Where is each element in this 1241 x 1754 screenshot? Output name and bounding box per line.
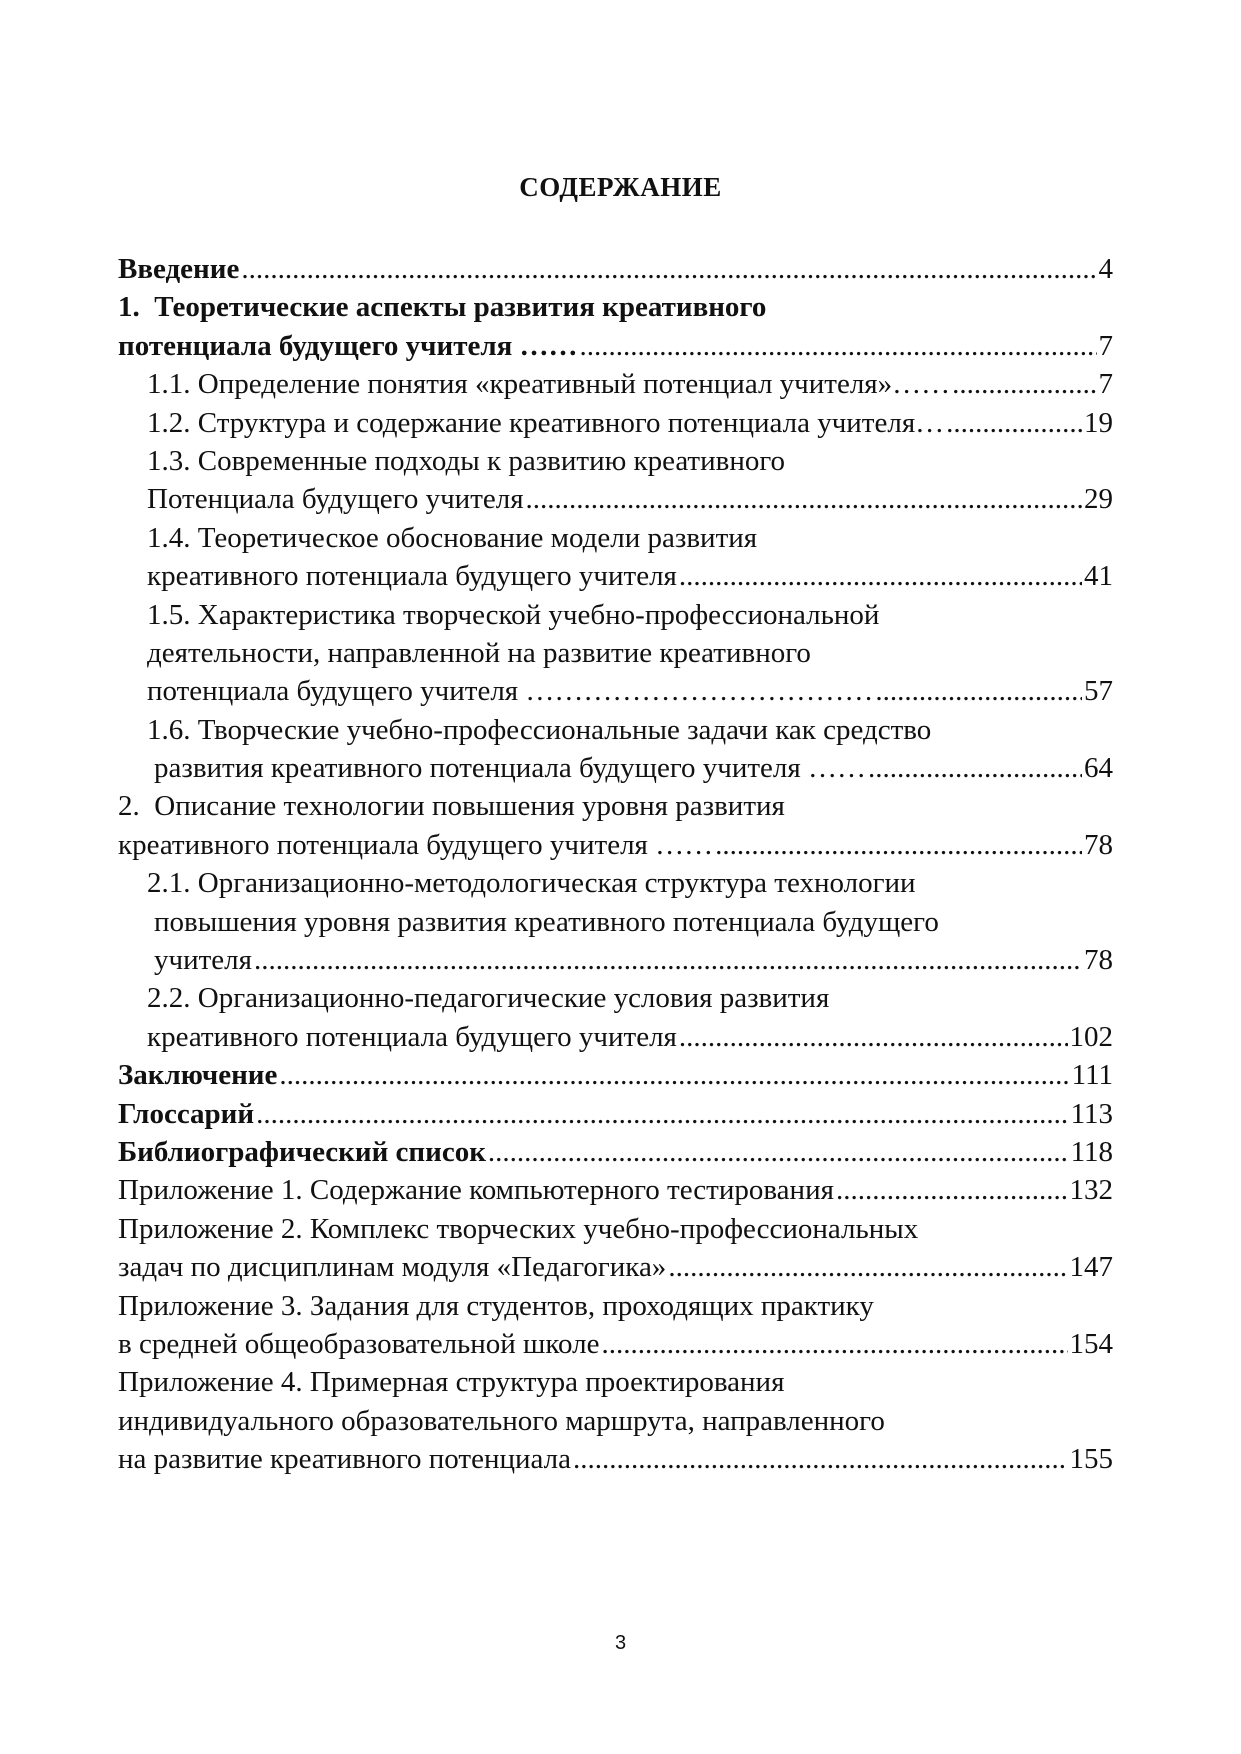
toc-entry-chapter-1-cont [118,327,1113,365]
toc-entry-2-1 [118,864,1113,902]
toc-entry-text: Библиографический список [118,1135,486,1168]
leader-dots [679,1018,1068,1056]
toc-entry-page: 78 [1084,944,1113,977]
toc-entry-2-2 [118,979,1113,1017]
toc-entry-text: 1.5. Характеристика творческой учебно-профессиональной [147,598,880,631]
toc-entry-page: 102 [1069,1020,1113,1053]
toc-entry-text: потенциала будущего учителя ……………………………… [147,675,874,708]
toc-entry-appendix-2 [118,1210,1113,1248]
leader-dots [256,1095,1068,1133]
toc-entry-introduction [118,250,1113,288]
toc-entry-1-3-cont [118,480,1113,518]
toc-entry-text: деятельности, направленной на развитие креативного [147,636,811,669]
toc-entry-text: повышения уровня развития креативного потенциала будущего [154,905,939,938]
toc-entry-text: креативного потенциала будущего учителя [147,1020,677,1053]
table-of-contents [118,250,1113,1479]
leader-dots [573,1440,1068,1478]
toc-entry-text: 1.3. Современные подходы к развитию креативного [147,444,786,477]
leader-dots [601,1325,1067,1363]
toc-entry-text: Приложение 2. Комплекс творческих учебно-профессиональных [118,1212,919,1245]
toc-entry-2-2-cont [118,1018,1113,1056]
leader-dots [526,480,1082,518]
toc-entry-text: 2.2. Организационно-педагогические условия развития [147,982,830,1015]
toc-entry-page: 29 [1084,483,1113,516]
toc-title: СОДЕРЖАНИЕ [519,172,722,202]
toc-entry-glossary [118,1095,1113,1133]
leader-dots [279,1056,1069,1094]
toc-entry-page: 113 [1070,1097,1113,1130]
toc-entry-text: Приложение 4. Примерная структура проектирования [118,1366,785,1399]
toc-entry-chapter-2 [118,787,1113,825]
toc-entry-page: 19 [1084,406,1113,439]
toc-entry-1-2 [118,404,1113,442]
toc-entry-1-3 [118,442,1113,480]
toc-entry-page: 78 [1084,828,1113,861]
toc-entry-1-5-cont2 [118,672,1113,710]
toc-entry-appendix-3 [118,1287,1113,1325]
toc-entry-text: учителя [154,944,252,977]
leader-dots [836,1171,1068,1209]
toc-entry-text: 2.1. Организационно-методологическая структура технологии [147,867,916,900]
toc-entry-2-1-cont [118,903,1113,941]
leader-dots [488,1133,1069,1171]
toc-entry-page: 57 [1084,675,1113,708]
toc-entry-text: 1.1. Определение понятия «креативный потенциал учителя»…… [147,368,951,401]
toc-entry-appendix-2-cont [118,1248,1113,1286]
leader-dots [580,327,1097,365]
toc-entry-appendix-4 [118,1363,1113,1401]
toc-entry-page: 132 [1069,1174,1113,1207]
toc-entry-text: потенциала будущего учителя …… [118,329,578,362]
toc-entry-text: креативного потенциала будущего учителя …… [118,828,714,861]
toc-entry-appendix-1 [118,1171,1113,1209]
toc-entry-text: Приложение 1. Содержание компьютерного тестирования [118,1174,834,1207]
toc-entry-text: индивидуального образовательного маршрута, направленного [118,1404,885,1437]
leader-dots [946,404,1082,442]
toc-entry-page: 4 [1098,253,1113,285]
toc-entry-text: развития креативного потенциала будущего учителя …… [154,752,866,785]
toc-entry-page: 7 [1098,329,1113,362]
toc-entry-conclusion [118,1056,1113,1094]
toc-entry-text: 1.6. Творческие учебно-профессиональные задачи как средство [147,713,932,746]
toc-entry-text: Введение [118,253,240,285]
leader-dots [254,941,1082,979]
toc-entry-page: 147 [1069,1251,1113,1284]
toc-entry-2-1-cont2 [118,941,1113,979]
toc-entry-text: Потенциала будущего учителя [147,483,524,516]
toc-entry-chapter-2-cont [118,826,1113,864]
toc-entry-text: 1. Теоретические аспекты развития креативного [118,291,767,324]
toc-entry-appendix-3-cont [118,1325,1113,1363]
toc-entry-1-6 [118,711,1113,749]
leader-dots [868,749,1082,787]
toc-entry-1-1 [118,365,1113,403]
toc-entry-text: Приложение 3. Задания для студентов, проходящих практику [118,1289,874,1322]
toc-entry-page: 155 [1069,1443,1113,1476]
toc-entry-page: 64 [1084,752,1113,785]
toc-entry-1-6-cont [118,749,1113,787]
toc-entry-1-4 [118,519,1113,557]
toc-entry-appendix-4-cont2 [118,1440,1113,1478]
toc-entry-page: 41 [1084,560,1113,593]
toc-entry-text: 1.2. Структура и содержание креативного потенциала учителя… [147,406,945,439]
toc-entry-page: 118 [1070,1135,1113,1168]
toc-entry-text: 2. Описание технологии повышения уровня развития [118,790,785,823]
page-number: 3 [614,1632,627,1654]
leader-dots [668,1248,1067,1286]
toc-entry-text: креативного потенциала будущего учителя [147,560,677,593]
toc-entry-text: задач по дисциплинам модуля «Педагогика» [118,1251,667,1284]
toc-entry-text: Заключение [118,1059,278,1092]
toc-entry-1-5 [118,596,1113,634]
leader-dots [715,826,1082,864]
toc-entry-text: 1.4. Теоретическое обоснование модели развития [147,521,758,554]
toc-entry-1-4-cont [118,557,1113,595]
toc-entry-appendix-4-cont [118,1402,1113,1440]
toc-entry-text: на развитие креативного потенциала [118,1443,571,1476]
toc-entry-page: 7 [1098,368,1113,401]
toc-entry-text: в средней общеобразовательной школе [118,1327,600,1360]
toc-entry-page: 111 [1071,1059,1113,1092]
leader-dots [875,672,1082,710]
toc-entry-1-5-cont [118,634,1113,672]
leader-dots [952,365,1096,403]
leader-dots [241,250,1096,288]
toc-entry-text: Глоссарий [118,1097,255,1130]
toc-entry-bibliography [118,1133,1113,1171]
leader-dots [679,557,1082,595]
toc-entry-page: 154 [1069,1327,1113,1360]
toc-entry-chapter-1 [118,288,1113,326]
